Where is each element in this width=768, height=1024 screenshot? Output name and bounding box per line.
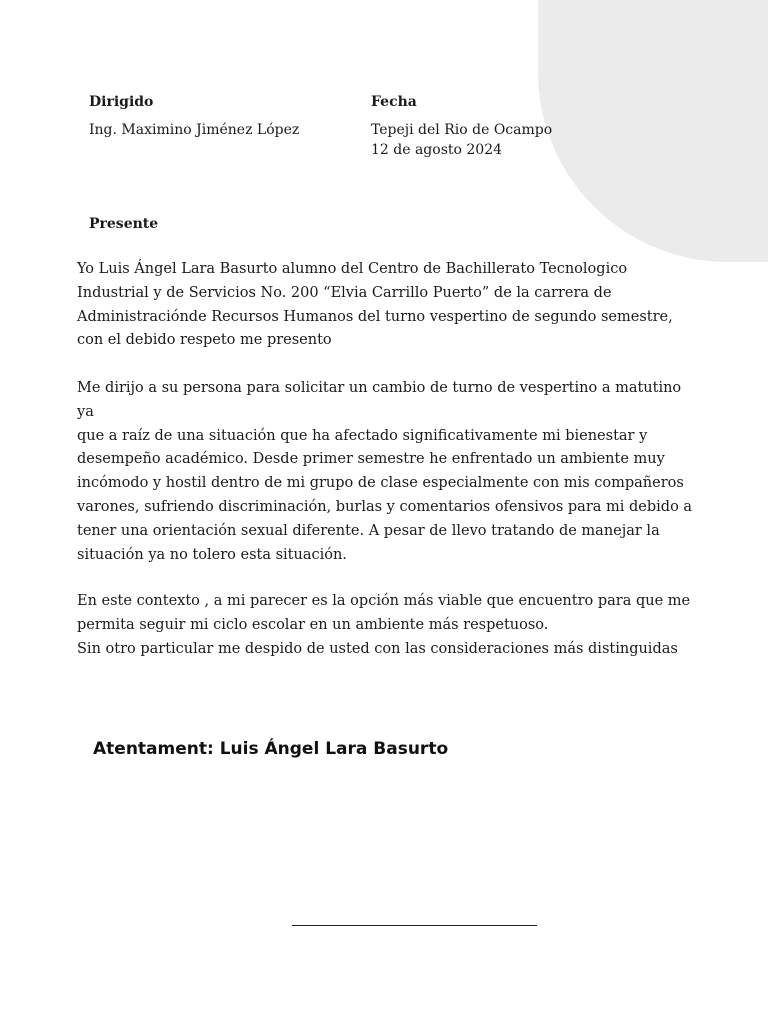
addressee-label: Dirigido <box>89 94 154 110</box>
date-location: Tepeji del Rio de Ocampo <box>371 122 553 138</box>
signoff: Atentament: Luis Ángel Lara Basurto <box>93 739 449 759</box>
date-label: Fecha <box>371 94 417 110</box>
date-block <box>371 92 621 160</box>
date-value: 12 de agosto 2024 <box>371 142 503 158</box>
greeting: Presente <box>89 216 159 232</box>
addressee-block <box>89 92 359 140</box>
body-paragraph-intro: Yo Luis Ángel Lara Basurto alumno del Centro de Bachillerato Tecnologico Industrial y de Servicios No. 200 “Elvia Carrillo Puerto” de la carrera de Administraciónde Recursos Humanos del turno vespertino de segundo semestre, con el debido respeto me presento <box>77 261 673 349</box>
body-paragraph-request: Me dirijo a su persona para solicitar un cambio de turno de vespertino a matutino ya que a raíz de una situación que ha afectado significativamente mi bienestar y desempeño académico. Desde primer semestre he enfrentado un ambiente muy incómodo y hostil dentro de mi grupo de clase especialmente con mis compañeros varones, sufriendo discriminación, burlas y comentarios ofensivos para mi debido a tener una orientación sexual diferente. A pesar de llevo tratando de manejar la situación ya no tolero esta situación. <box>77 380 693 563</box>
body-paragraph-closing: En este contexto , a mi parecer es la opción más viable que encuentro para que me permita seguir mi ciclo escolar en un ambiente más respetuoso. Sin otro particular me despido de usted con las consideraciones más distinguidas <box>77 593 691 657</box>
signature-line <box>292 925 537 926</box>
addressee-name: Ing. Maximino Jiménez López <box>89 122 300 138</box>
